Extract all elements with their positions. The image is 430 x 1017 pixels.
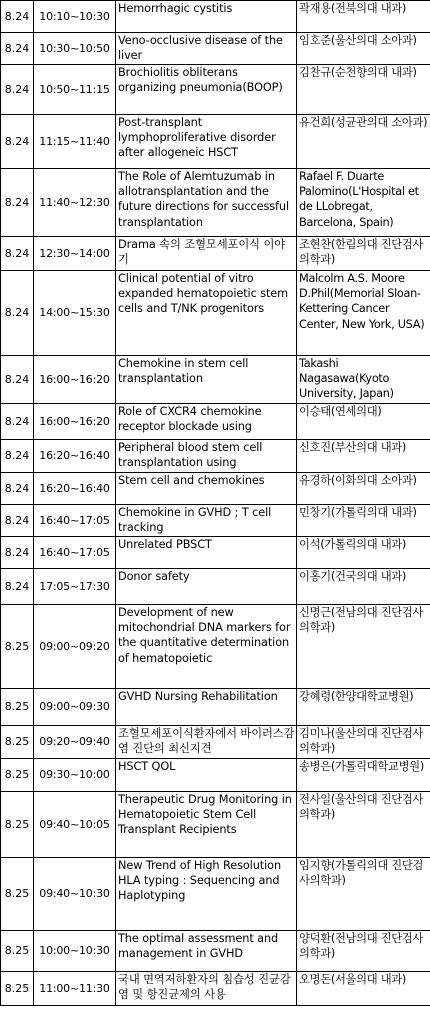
speaker-cell: 김찬규(순천향의대 내과): [297, 65, 430, 115]
table-row: [1, 356, 430, 404]
date-cell: 8.25: [1, 759, 34, 792]
title-cell: Hemorrhagic cystitis: [116, 1, 297, 33]
table-row: [1, 689, 430, 726]
table-row: [1, 726, 430, 759]
table-row: [1, 537, 430, 569]
date-cell: 8.25: [1, 689, 34, 726]
title-cell: HSCT QOL: [116, 759, 297, 792]
date-cell: 8.24: [1, 237, 34, 271]
title-cell: Development of new mitochondrial DNA markers for the quantitative determination of hematopoietic: [116, 605, 297, 689]
time-cell: 12:30~14:00: [34, 237, 116, 271]
title-cell: The Role of Alemtuzumab in allotransplantation and the future directions for successful transplantation: [116, 169, 297, 237]
time-cell: 16:00~16:20: [34, 404, 116, 440]
title-cell: GVHD Nursing Rehabilitation: [116, 689, 297, 726]
table-row: [1, 271, 430, 356]
time-cell: 09:00~09:30: [34, 689, 116, 726]
date-cell: 8.25: [1, 726, 34, 759]
table-row: [1, 505, 430, 537]
table-row: [1, 972, 430, 1006]
date-cell: 8.24: [1, 537, 34, 569]
title-cell: 국내 면역저하환자의 침습성 진균감염 및 항진균제의 사용: [116, 972, 297, 1006]
table-row: [1, 115, 430, 169]
speaker-cell: 곽재용(전북의대 내과): [297, 1, 430, 33]
speaker-cell: Rafael F. Duarte Palomino(L'Hospital et de LLobregat, Barcelona, Spain): [297, 169, 430, 237]
table-row: [1, 858, 430, 931]
time-cell: 09:40~10:30: [34, 858, 116, 931]
table-row: [1, 65, 430, 115]
title-cell: Peripheral blood stem cell transplantation using: [116, 440, 297, 473]
title-cell: Chemokine in stem cell transplantation: [116, 356, 297, 404]
time-cell: 10:50~11:15: [34, 65, 116, 115]
date-cell: 8.24: [1, 505, 34, 537]
speaker-cell: 이승태(연세의대): [297, 404, 430, 440]
time-cell: 11:00~11:30: [34, 972, 116, 1006]
table-row: [1, 33, 430, 65]
time-cell: 16:20~16:40: [34, 440, 116, 473]
title-cell: Stem cell and chemokines: [116, 473, 297, 505]
time-cell: 16:00~16:20: [34, 356, 116, 404]
time-cell: 16:20~16:40: [34, 473, 116, 505]
time-cell: 11:15~11:40: [34, 115, 116, 169]
speaker-cell: 민창기(가톨릭의대 내과): [297, 505, 430, 537]
speaker-cell: 유경하(이화의대 소아과): [297, 473, 430, 505]
table-row: [1, 473, 430, 505]
title-cell: Chemokine in GVHD ; T cell tracking: [116, 505, 297, 537]
time-cell: 16:40~17:05: [34, 505, 116, 537]
speaker-cell: 임지향(가톨릭의대 진단검사의학과): [297, 858, 430, 931]
table-row: [1, 931, 430, 972]
date-cell: 8.24: [1, 169, 34, 237]
speaker-cell: 강혜령(한양대학교병원): [297, 689, 430, 726]
title-cell: The optimal assessment and management in GVHD: [116, 931, 297, 972]
title-cell: Drama 속의 조혈모세포이식 이야기: [116, 237, 297, 271]
table-row: [1, 404, 430, 440]
date-cell: 8.24: [1, 33, 34, 65]
time-cell: 09:30~10:00: [34, 759, 116, 792]
title-cell: Unrelated PBSCT: [116, 537, 297, 569]
table-row: [1, 792, 430, 858]
date-cell: 8.25: [1, 792, 34, 858]
table-row: [1, 237, 430, 271]
date-cell: 8.25: [1, 931, 34, 972]
time-cell: 16:40~17:05: [34, 537, 116, 569]
date-cell: 8.24: [1, 440, 34, 473]
speaker-cell: 전사일(울산의대 진단검사의학과): [297, 792, 430, 858]
date-cell: 8.24: [1, 115, 34, 169]
date-cell: 8.24: [1, 1, 34, 33]
speaker-cell: 이석(가톨릭의대 내과): [297, 537, 430, 569]
table-row: [1, 605, 430, 689]
time-cell: 09:20~09:40: [34, 726, 116, 759]
time-cell: 14:00~15:30: [34, 271, 116, 356]
date-cell: 8.24: [1, 569, 34, 605]
time-cell: 17:05~17:30: [34, 569, 116, 605]
date-cell: 8.24: [1, 404, 34, 440]
speaker-cell: 양덕환(전남의대 진단검사의학과): [297, 931, 430, 972]
date-cell: 8.25: [1, 605, 34, 689]
date-cell: 8.24: [1, 271, 34, 356]
title-cell: Brochiolitis obliterans organizing pneumonia(BOOP): [116, 65, 297, 115]
speaker-cell: 이홍기(건국의대 내과): [297, 569, 430, 605]
time-cell: 10:10~10:30: [34, 1, 116, 33]
title-cell: Post-transplant lymphoproliferative disorder after allogeneic HSCT: [116, 115, 297, 169]
speaker-cell: 조현찬(한림의대 진단검사의학과): [297, 237, 430, 271]
time-cell: 09:40~10:05: [34, 792, 116, 858]
speaker-cell: 김미나(울산의대 진단검사의학과): [297, 726, 430, 759]
table-row: [1, 169, 430, 237]
speaker-cell: 신호진(부산의대 내과): [297, 440, 430, 473]
speaker-cell: 오명돈(서울의대 내과): [297, 972, 430, 1006]
title-cell: New Trend of High Resolution HLA typing : Sequencing and Haplotyping: [116, 858, 297, 931]
date-cell: 8.24: [1, 65, 34, 115]
speaker-cell: 임호준(울산의대 소아과): [297, 33, 430, 65]
date-cell: 8.25: [1, 972, 34, 1006]
time-cell: 10:00~10:30: [34, 931, 116, 972]
time-cell: 09:00~09:20: [34, 605, 116, 689]
date-cell: 8.24: [1, 473, 34, 505]
title-cell: Donor safety: [116, 569, 297, 605]
speaker-cell: Takashi Nagasawa(Kyoto University, Japan): [297, 356, 430, 404]
speaker-cell: 신명근(전남의대 진단검사의학과): [297, 605, 430, 689]
table-row: [1, 440, 430, 473]
table-row: [1, 759, 430, 792]
date-cell: 8.24: [1, 356, 34, 404]
title-cell: Role of CXCR4 chemokine receptor blockade using: [116, 404, 297, 440]
speaker-cell: Malcolm A.S. Moore D.Phil(Memorial Sloan-Kettering Cancer Center, New York, USA): [297, 271, 430, 356]
time-cell: 10:30~10:50: [34, 33, 116, 65]
schedule-body: [1, 1, 430, 1006]
table-row: [1, 1, 430, 33]
date-cell: 8.25: [1, 858, 34, 931]
title-cell: Therapeutic Drug Monitoring in Hematopoietic Stem Cell Transplant Recipients: [116, 792, 297, 858]
speaker-cell: 송병은(가톨릭대학교병원): [297, 759, 430, 792]
speaker-cell: 유건희(성균관의대 소아과): [297, 115, 430, 169]
title-cell: Clinical potential of vitro expanded hematopoietic stem cells and T/NK progenitors: [116, 271, 297, 356]
title-cell: Veno-occlusive disease of the liver: [116, 33, 297, 65]
time-cell: 11:40~12:30: [34, 169, 116, 237]
title-cell: 조혈모세포이식환자에서 바이러스감염 진단의 최신지견: [116, 726, 297, 759]
table-row: [1, 569, 430, 605]
